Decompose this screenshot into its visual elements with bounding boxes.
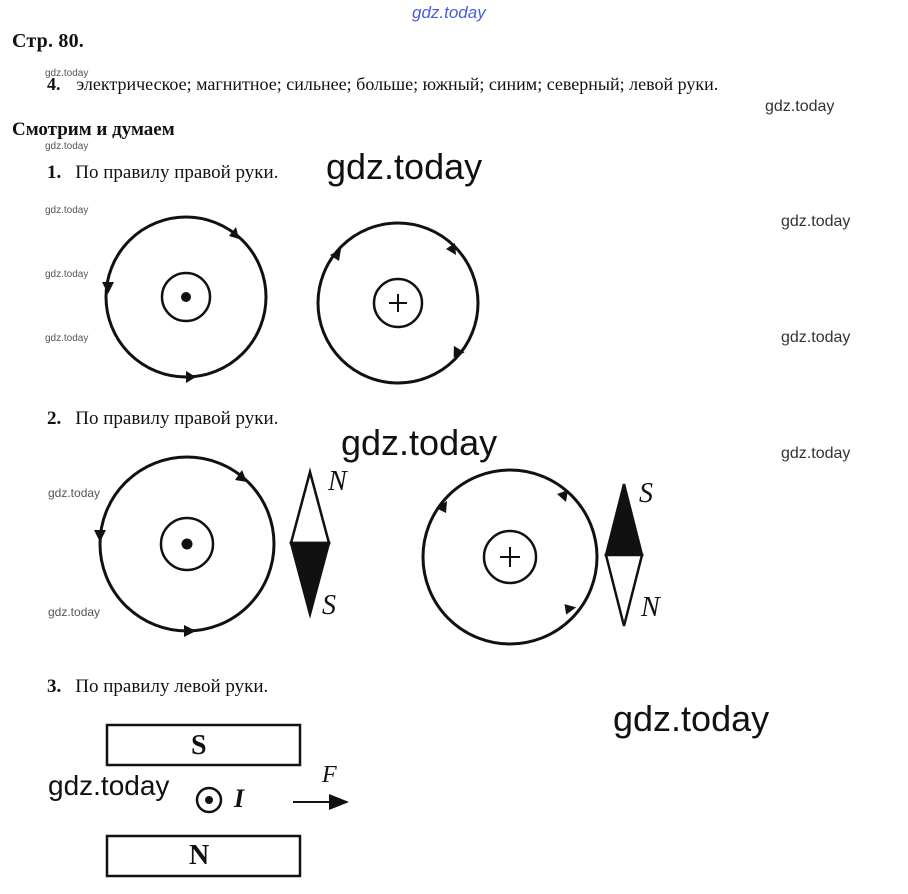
current-out-dot-icon <box>181 292 191 302</box>
watermark-top: gdz.today <box>412 3 486 22</box>
diagram-1-right <box>318 223 478 383</box>
watermark-small: gdz.today <box>48 486 101 500</box>
watermark-small: gdz.today <box>45 141 89 152</box>
task-1-text: По правилу правой руки. <box>75 162 279 183</box>
section-title: Смотрим и думаем <box>12 119 175 140</box>
watermark-small: gdz.today <box>45 205 89 216</box>
watermark-small: gdz.today <box>45 68 89 79</box>
compass-left-bottom-label: S <box>322 590 336 621</box>
watermark-small: gdz.today <box>45 333 89 344</box>
task-2-text: По правилу правой руки. <box>75 408 279 429</box>
force-label: F <box>322 762 337 788</box>
task-3-number: 3. <box>47 676 62 697</box>
field-arrow-icon <box>184 625 196 637</box>
watermark-large: gdz.today <box>613 698 770 739</box>
diagram-1-left <box>102 217 266 383</box>
watermark-medium: gdz.today <box>765 98 835 115</box>
current-out-dot-icon <box>182 539 193 550</box>
watermark-medium: gdz.today <box>781 329 851 346</box>
field-arrow-icon <box>186 371 196 383</box>
compass-left-top-label: N <box>328 466 347 497</box>
magnet-bottom-label: N <box>189 840 210 871</box>
task-2-number: 2. <box>47 408 62 429</box>
field-arrow-icon <box>94 530 106 542</box>
current-out-dot-icon <box>205 796 213 804</box>
watermark-medium: gdz.today <box>781 213 851 230</box>
watermark-large: gdz.today <box>48 770 170 801</box>
compass-right-top-label: S <box>639 478 653 509</box>
field-arrow-icon <box>557 490 568 502</box>
diagram-2-left <box>94 457 329 637</box>
task-3-text: По правилу левой руки. <box>75 676 269 697</box>
task-1-number: 1. <box>47 162 62 183</box>
watermark-large: gdz.today <box>326 146 483 187</box>
compass-right-bottom-label: N <box>641 592 660 623</box>
answer-4-number: 4. <box>47 74 61 94</box>
current-label: I <box>234 784 245 813</box>
field-arrow-icon <box>102 282 114 294</box>
watermark-small: gdz.today <box>45 269 89 280</box>
page-title: Стр. 80. <box>12 30 84 52</box>
compass-needle-icon <box>606 484 642 626</box>
diagram-2-right <box>423 470 642 644</box>
watermark-small: gdz.today <box>48 605 101 619</box>
watermark-large: gdz.today <box>341 422 498 463</box>
watermark-medium: gdz.today <box>781 445 851 462</box>
magnet-top-label: S <box>191 730 207 761</box>
answer-4-text: электрическое; магнитное; сильнее; больше; южный; синим; северный; левой руки. <box>76 74 719 94</box>
